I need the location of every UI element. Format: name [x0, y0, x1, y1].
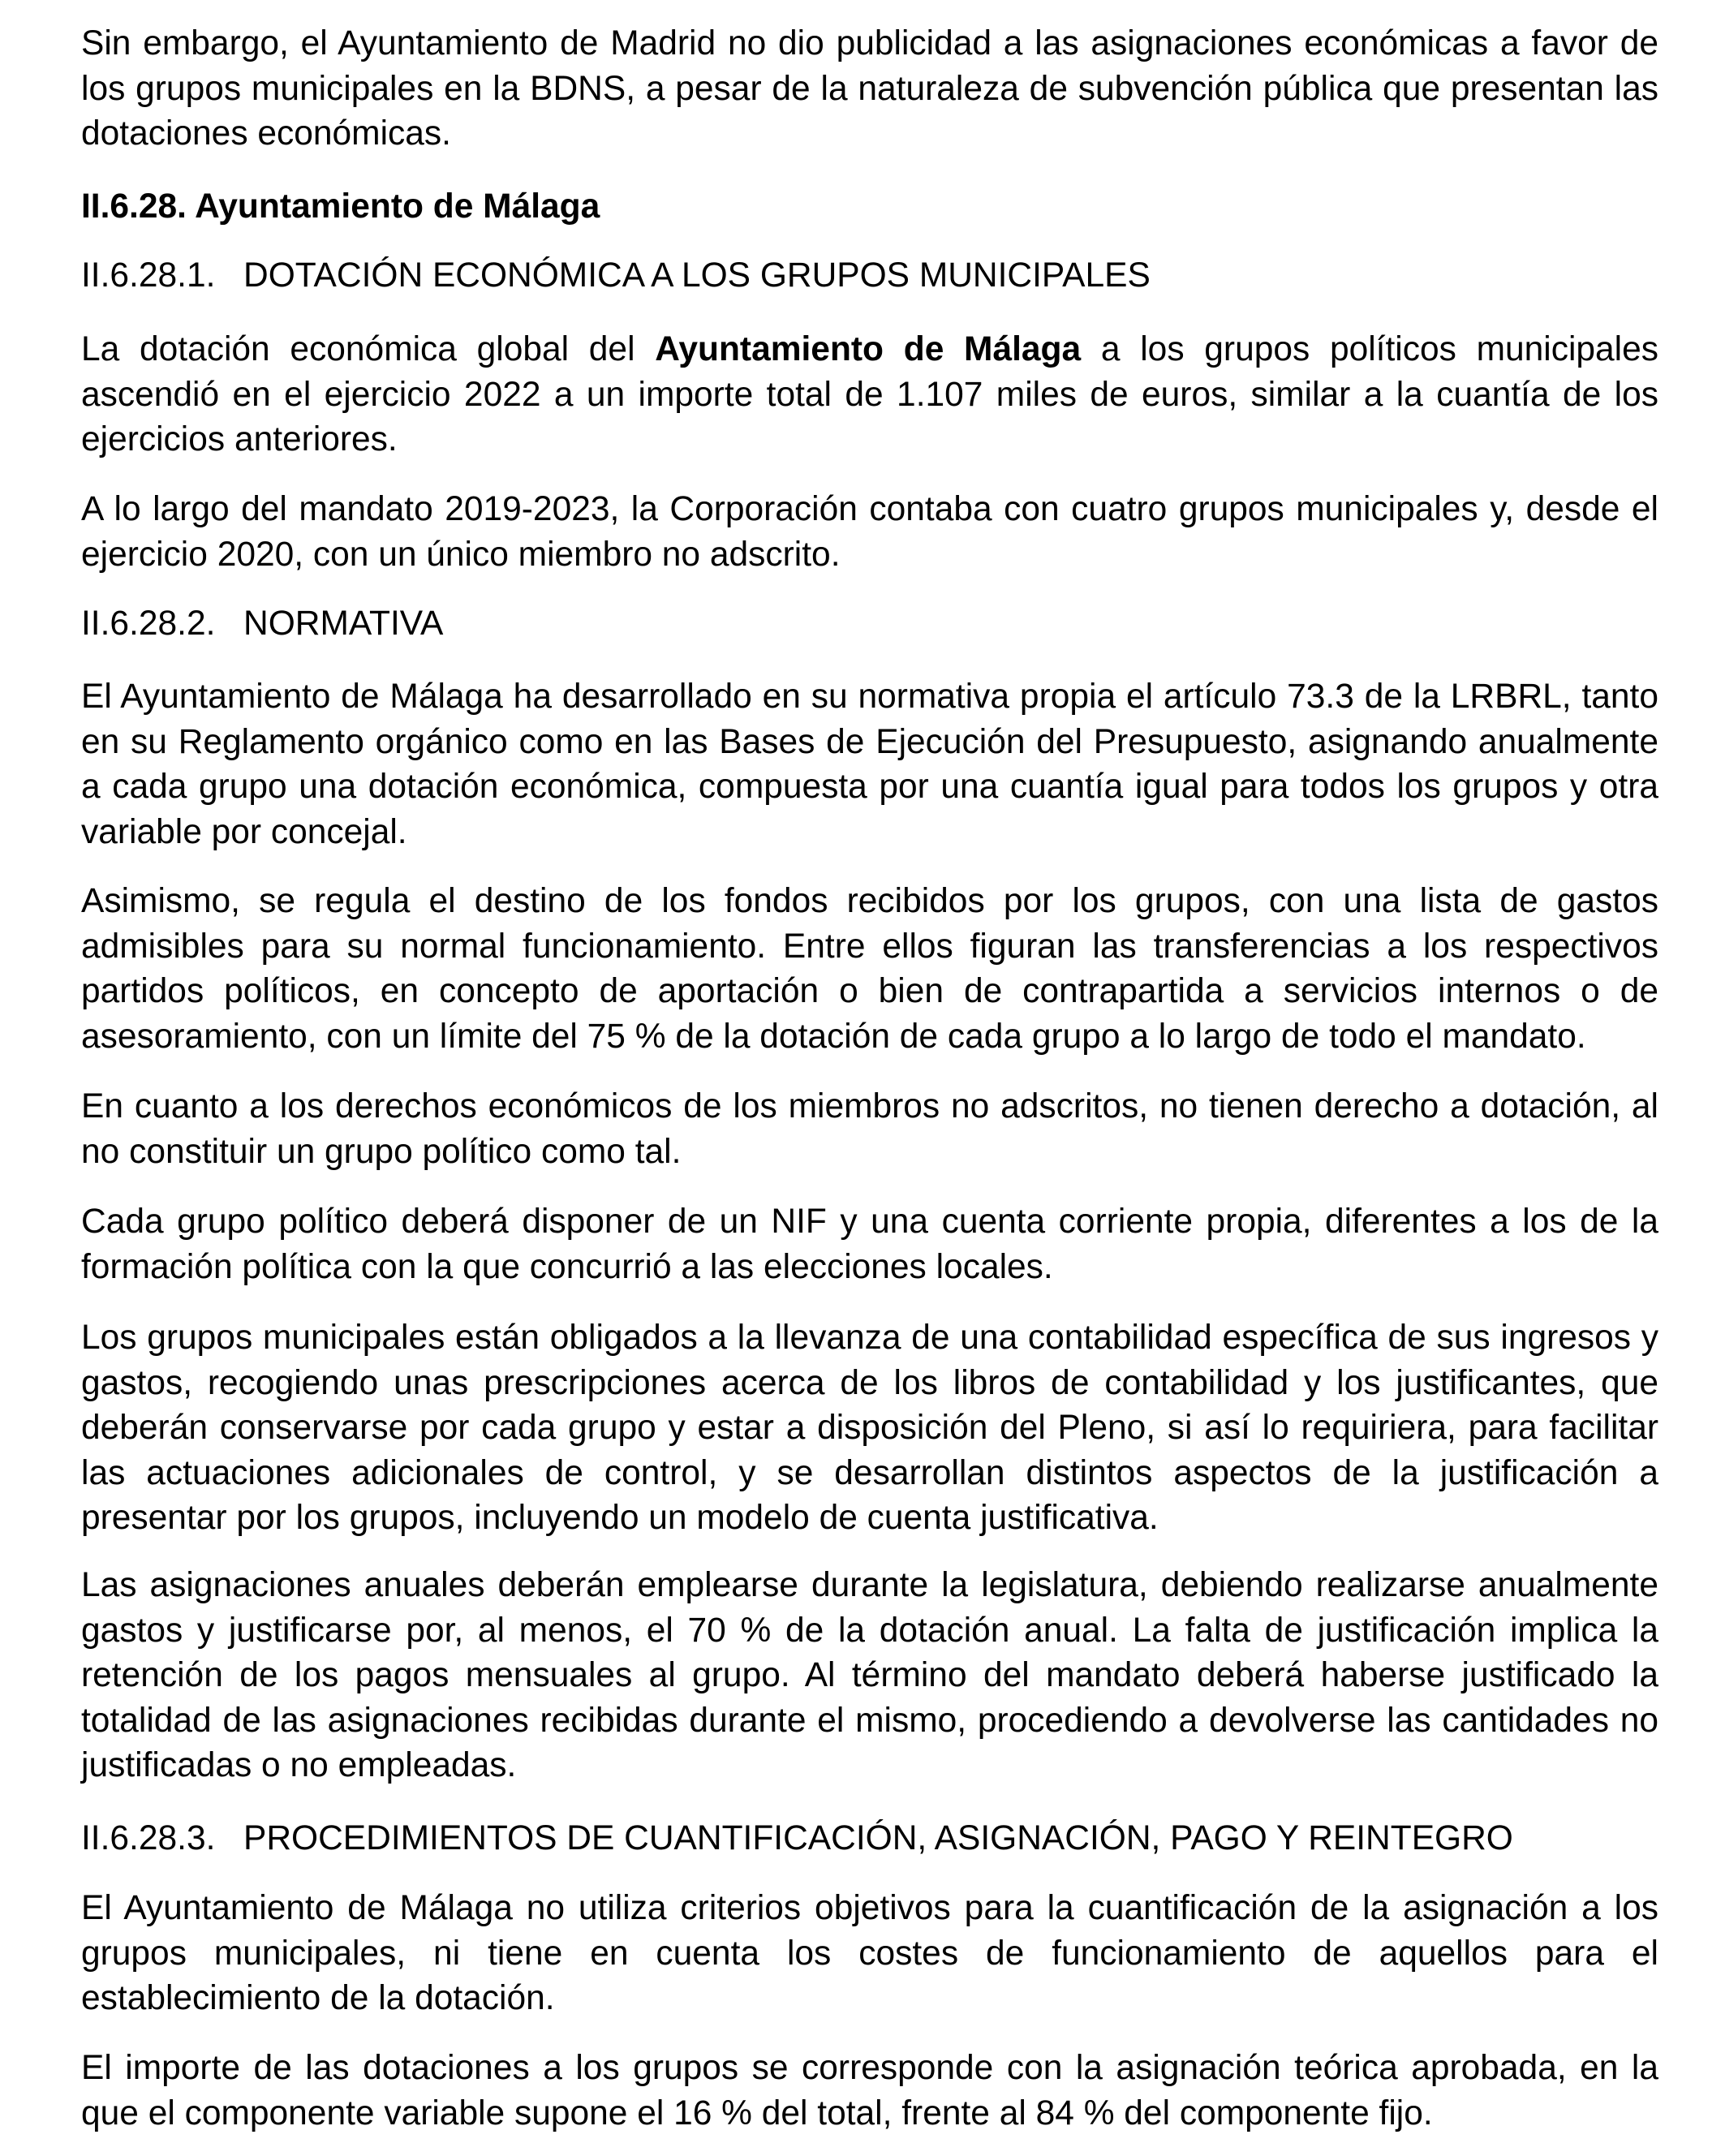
intro-paragraph: Sin embargo, el Ayuntamiento de Madrid no dio publicidad a las asignaciones económicas a favor de los grupos municipales en la BDNS, a pesar de la naturaleza de subvención pública que presentan las dotaciones económicas. [81, 24, 1658, 153]
subsection-number-1: II.6.28.1. [81, 256, 216, 295]
paragraph-dotacion-global-start: La dotación económica global del [81, 330, 656, 368]
paragraph-importe: El importe de las dotaciones a los grupos se corresponde con la asignación teórica aprobada, en la que el componente variable supone el 16 % del total, frente al 84 % del componente fijo. [81, 2049, 1658, 2132]
subsection-title-3: PROCEDIMIENTOS DE CUANTIFICACIÓN, ASIGNACIÓN, PAGO Y REINTEGRO [243, 1819, 1513, 1857]
paragraph-dotacion-global-end: a los grupos políticos municipales ascendió en el ejercicio 2022 a un importe total de 1.107 miles de euros, similar a la cuantía de los ejercicios anteriores. [81, 330, 1659, 458]
paragraph-normativa: El Ayuntamiento de Málaga ha desarrollado en su normativa propia el artículo 73.3 de la LRBRL, tanto en su Reglamento orgánico como en las Bases de Ejecución del Presupuesto, asignando anualmente a cada grupo una dotación económica, compuesta por una cuantía igual para todos los grupos y otra variable por concejal. [81, 678, 1658, 851]
subsection-heading-1 [81, 253, 1658, 299]
section-title: II.6.28. Ayuntamiento de Málaga [81, 187, 600, 226]
paragraph-no-adscritos: En cuanto a los derechos económicos de los miembros no adscritos, no tienen derecho a dotación, al no constituir un grupo político como tal. [81, 1087, 1658, 1171]
subsection-title-1: DOTACIÓN ECONÓMICA A LOS GRUPOS MUNICIPALES [243, 256, 1151, 295]
paragraph-nif: Cada grupo político deberá disponer de un NIF y una cuenta corriente propia, diferentes a los de la formación política con la que concurrió a las elecciones locales. [81, 1203, 1658, 1286]
subsection-heading-3 [81, 1816, 1658, 1861]
paragraph-criterios: El Ayuntamiento de Málaga no utiliza criterios objetivos para la cuantificación de la asignación a los grupos municipales, ni tiene en cuenta los costes de funcionamiento de aquellos para el establecimiento de la dotación. [81, 1889, 1658, 2017]
subsection-number-3: II.6.28.3. [81, 1819, 216, 1857]
paragraph-asignaciones-anuales: Las asignaciones anuales deberán emplearse durante la legislatura, debiendo realizarse anualmente gastos y justificarse por, al menos, el 70 % de la dotación anual. La falta de justificación implica la retención de los pagos mensuales al grupo. Al término del mandato deberá haberse justificado la totalidad de las asignaciones recibidas durante el mismo, procediendo a devolverse las cantidades no justificadas o no empleadas. [81, 1566, 1658, 1784]
paragraph-dotacion-global [81, 327, 1658, 463]
paragraph-mandato: A lo largo del mandato 2019-2023, la Corporación contaba con cuatro grupos municipales y, desde el ejercicio 2020, con un único miembro no adscrito. [81, 490, 1658, 574]
paragraph-contabilidad: Los grupos municipales están obligados a la llevanza de una contabilidad específica de sus ingresos y gastos, recogiendo unas prescripciones acerca de los libros de contabilidad y los justificantes, que deberán conservarse por cada grupo y estar a disposición del Pleno, si así lo requiriera, para facilitar las actuaciones adicionales de control, y se desarrollan distintos aspectos de la justificación a presentar por los grupos, incluyendo un modelo de cuenta justificativa. [81, 1319, 1658, 1537]
paragraph-dotacion-global-bold: Ayuntamiento de Málaga [655, 330, 1082, 368]
subsection-number-2: II.6.28.2. [81, 605, 216, 643]
subsection-heading-2 [81, 601, 1658, 647]
subsection-title-2: NORMATIVA [243, 605, 444, 643]
paragraph-destino-fondos: Asimismo, se regula el destino de los fondos recibidos por los grupos, con una lista de gastos admisibles para su normal funcionamiento. Entre ellos figuran las transferencias a los respectivos partidos políticos, en concepto de aportación o bien de contrapartida a servicios internos o de asesoramiento, con un límite del 75 % de la dotación de cada grupo a lo largo de todo el mandato. [81, 882, 1658, 1056]
